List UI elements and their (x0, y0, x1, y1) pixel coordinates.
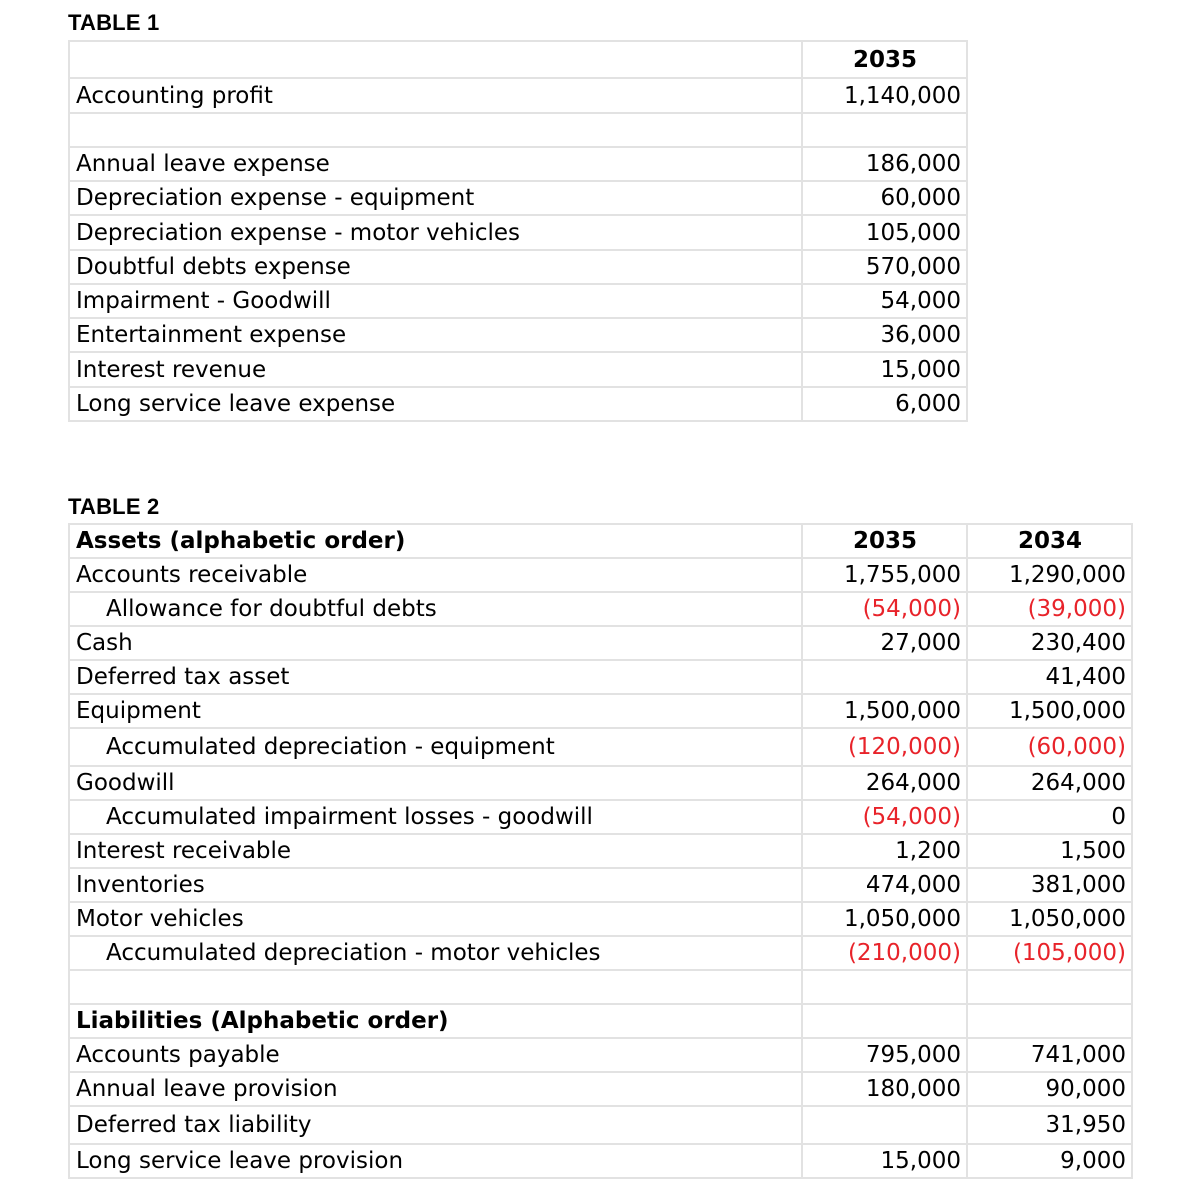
assets-section-header: Assets (alphabetic order) (69, 524, 802, 558)
table-row (69, 215, 967, 250)
table-row (69, 387, 967, 421)
liability-value-2035: 15,000 (802, 1144, 967, 1178)
liability-value-2034: 741,000 (967, 1038, 1132, 1072)
asset-row (69, 936, 1132, 970)
year-header-2035: 2035 (802, 41, 967, 78)
asset-label: Inventories (69, 868, 802, 902)
asset-value-2035: 1,500,000 (802, 694, 967, 728)
spacer-cell (802, 113, 967, 147)
asset-row (69, 728, 1132, 766)
row-label: Annual leave expense (69, 147, 802, 181)
asset-value-2035: 1,755,000 (802, 558, 967, 592)
blank-cell (967, 1004, 1132, 1038)
liability-row (69, 1038, 1132, 1072)
table-row (69, 181, 967, 215)
liability-value-2034: 90,000 (967, 1072, 1132, 1106)
row-label: Doubtful debts expense (69, 250, 802, 284)
asset-value-2035: 1,200 (802, 834, 967, 868)
blank-cell (802, 1004, 967, 1038)
asset-value-2035: (120,000) (802, 728, 967, 766)
asset-value-2034: 1,050,000 (967, 902, 1132, 936)
asset-label: Interest receivable (69, 834, 802, 868)
liability-row (69, 1106, 1132, 1144)
liability-label: Annual leave provision (69, 1072, 802, 1106)
asset-value-2034: (39,000) (967, 592, 1132, 626)
liability-value-2035 (802, 1106, 967, 1144)
asset-value-2034: (105,000) (967, 936, 1132, 970)
liability-label: Accounts payable (69, 1038, 802, 1072)
row-value: 570,000 (802, 250, 967, 284)
row-value: 6,000 (802, 387, 967, 421)
row-label: Entertainment expense (69, 318, 802, 352)
year-header-2034: 2034 (967, 524, 1132, 558)
table1-title: TABLE 1 (68, 10, 160, 35)
asset-label: Deferred tax asset (69, 660, 802, 694)
asset-row (69, 660, 1132, 694)
accounting-profit-label: Accounting profit (69, 78, 802, 113)
asset-value-2035: (210,000) (802, 936, 967, 970)
asset-value-2035: (54,000) (802, 800, 967, 834)
table2-title: TABLE 2 (68, 494, 160, 519)
asset-value-2035 (802, 660, 967, 694)
row-value: 186,000 (802, 147, 967, 181)
liability-row (69, 1072, 1132, 1106)
asset-label: Accumulated depreciation - motor vehicles (69, 936, 802, 970)
asset-row (69, 626, 1132, 660)
row-label: Depreciation expense - equipment (69, 181, 802, 215)
asset-row (69, 868, 1132, 902)
asset-value-2035: 474,000 (802, 868, 967, 902)
liability-value-2034: 9,000 (967, 1144, 1132, 1178)
table-row (69, 147, 967, 181)
asset-label: Goodwill (69, 766, 802, 800)
asset-value-2034: 41,400 (967, 660, 1132, 694)
asset-label: Accumulated depreciation - equipment (69, 728, 802, 766)
table-row (69, 284, 967, 318)
asset-value-2034: 264,000 (967, 766, 1132, 800)
row-label: Long service leave expense (69, 387, 802, 421)
spacer-cell (69, 113, 802, 147)
liabilities-section-header: Liabilities (Alphabetic order) (69, 1004, 802, 1038)
year-header-2035: 2035 (802, 524, 967, 558)
asset-value-2034: 381,000 (967, 868, 1132, 902)
asset-value-2034: 1,500,000 (967, 694, 1132, 728)
row-label: Depreciation expense - motor vehicles (69, 215, 802, 250)
table-row (69, 318, 967, 352)
table-row (69, 250, 967, 284)
asset-row (69, 558, 1132, 592)
liability-row (69, 1144, 1132, 1178)
asset-label: Motor vehicles (69, 902, 802, 936)
asset-row (69, 800, 1132, 834)
asset-label: Cash (69, 626, 802, 660)
row-label: Impairment - Goodwill (69, 284, 802, 318)
asset-value-2035: 1,050,000 (802, 902, 967, 936)
balance-sheet-table (68, 523, 1133, 1179)
liability-value-2035: 795,000 (802, 1038, 967, 1072)
asset-label: Accounts receivable (69, 558, 802, 592)
asset-row (69, 902, 1132, 936)
header-blank-cell (69, 41, 802, 78)
liability-label: Long service leave provision (69, 1144, 802, 1178)
asset-value-2034: 0 (967, 800, 1132, 834)
table-row (69, 352, 967, 387)
asset-value-2034: 230,400 (967, 626, 1132, 660)
asset-value-2034: (60,000) (967, 728, 1132, 766)
asset-label: Equipment (69, 694, 802, 728)
row-value: 60,000 (802, 181, 967, 215)
asset-value-2034: 1,290,000 (967, 558, 1132, 592)
asset-label: Allowance for doubtful debts (69, 592, 802, 626)
row-value: 105,000 (802, 215, 967, 250)
asset-value-2035: (54,000) (802, 592, 967, 626)
asset-row (69, 694, 1132, 728)
asset-value-2035: 27,000 (802, 626, 967, 660)
asset-value-2035: 264,000 (802, 766, 967, 800)
row-value: 15,000 (802, 352, 967, 387)
row-value: 36,000 (802, 318, 967, 352)
spacer-cell (802, 970, 967, 1004)
asset-row (69, 834, 1132, 868)
row-value: 54,000 (802, 284, 967, 318)
asset-label: Accumulated impairment losses - goodwill (69, 800, 802, 834)
accounting-profit-value: 1,140,000 (802, 78, 967, 113)
liability-value-2035: 180,000 (802, 1072, 967, 1106)
tax-expense-table (68, 40, 968, 422)
spacer-cell (967, 970, 1132, 1004)
spacer-cell (69, 970, 802, 1004)
liability-value-2034: 31,950 (967, 1106, 1132, 1144)
asset-row (69, 592, 1132, 626)
asset-value-2034: 1,500 (967, 834, 1132, 868)
liability-label: Deferred tax liability (69, 1106, 802, 1144)
row-label: Interest revenue (69, 352, 802, 387)
asset-row (69, 766, 1132, 800)
